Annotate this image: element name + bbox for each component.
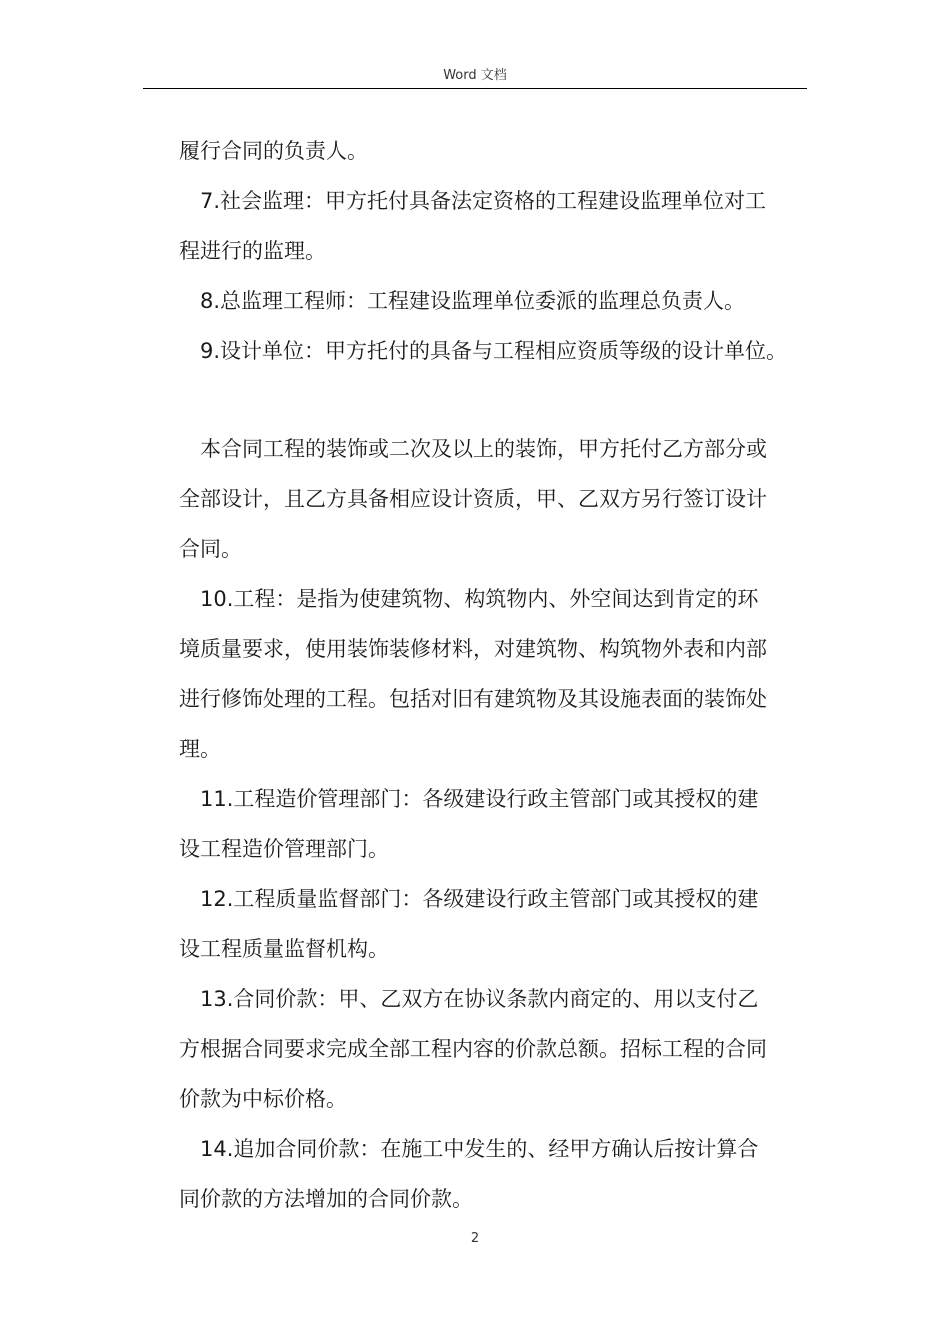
text-line: 7.社会监理：甲方托付具备法定资格的工程建设监理单位对工 bbox=[200, 189, 767, 213]
text-line: 8.总监理工程师：工程建设监理单位委派的监理总负责人。 bbox=[200, 289, 746, 313]
text-line: 12.工程质量监督部门：各级建设行政主管部门或其授权的建 bbox=[200, 887, 759, 911]
text-line: 同价款的方法增加的合同价款。 bbox=[179, 1187, 473, 1211]
text-line: 本合同工程的装饰或二次及以上的装饰，甲方托付乙方部分或 bbox=[200, 437, 767, 461]
text-line: 价款为中标价格。 bbox=[179, 1087, 347, 1111]
text-line: 全部设计，且乙方具备相应设计资质，甲、乙双方另行签订设计 bbox=[179, 487, 767, 511]
text-line: 设工程造价管理部门。 bbox=[179, 837, 389, 861]
text-line: 理。 bbox=[179, 737, 221, 761]
text-line: 履行合同的负责人。 bbox=[179, 139, 368, 163]
text-line: 10.工程：是指为使建筑物、构筑物内、外空间达到肯定的环 bbox=[200, 587, 759, 611]
text-line: 11.工程造价管理部门：各级建设行政主管部门或其授权的建 bbox=[200, 787, 759, 811]
text-line: 14.追加合同价款：在施工中发生的、经甲方确认后按计算合 bbox=[200, 1137, 759, 1161]
text-line: 9.设计单位：甲方托付的具备与工程相应资质等级的设计单位。 bbox=[200, 339, 788, 363]
text-line: 设工程质量监督机构。 bbox=[179, 937, 389, 961]
text-line: 程进行的监理。 bbox=[179, 239, 326, 263]
text-line: 方根据合同要求完成全部工程内容的价款总额。招标工程的合同 bbox=[179, 1037, 767, 1061]
text-line: 13.合同价款：甲、乙双方在协议条款内商定的、用以支付乙 bbox=[200, 987, 759, 1011]
text-line: 境质量要求，使用装饰装修材料，对建筑物、构筑物外表和内部 bbox=[179, 637, 767, 661]
text-line: 进行修饰处理的工程。包括对旧有建筑物及其设施表面的装饰处 bbox=[179, 687, 767, 711]
text-line: 合同。 bbox=[179, 537, 242, 561]
page-header-title: Word 文档 bbox=[443, 68, 507, 83]
page-number: 2 bbox=[470, 1231, 480, 1246]
